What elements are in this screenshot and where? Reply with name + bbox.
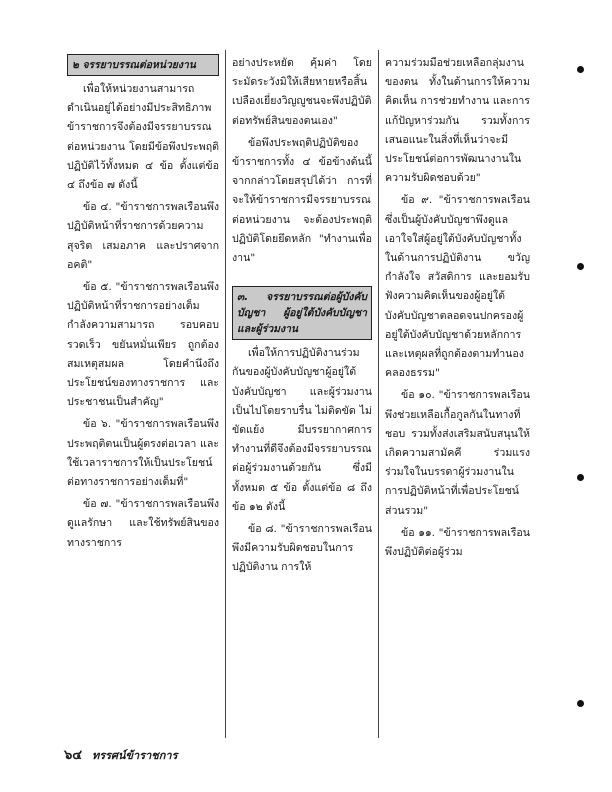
column-divider (225, 50, 226, 738)
binder-hole-icon (577, 474, 584, 481)
binder-hole-icon (577, 700, 584, 707)
section-heading-3: ๓. จรรยาบรรณต่อผู้บังคับบัญชา ผู้อยู่ใต้บังคับบัญชาและผู้ร่วมงาน (232, 286, 372, 340)
paragraph: ข้อ ๑๑. "ข้าราชการพลเรือนพึงปฏิบัติต่อผู้ร่วม (385, 526, 530, 559)
paragraph: ข้อ ๖. "ข้าราชการพลเรือนพึงประพฤติตนเป็นผู้ตรงต่อเวลา และใช้เวลาราชการให้เป็นประโยชน์ต่อทางราชการอย่างเต็มที่" (67, 418, 219, 489)
page-footer (64, 744, 178, 765)
binder-hole-icon (577, 263, 584, 270)
paragraph: ข้อ ๔. "ข้าราชการพลเรือนพึงปฏิบัติหน้าที่ราชการด้วยความสุจริต เสมอภาค และปราศจากอคติ" (67, 201, 219, 271)
paragraph: ข้อ ๕. "ข้าราชการพลเรือนพึงปฏิบัติหน้าที่ราชการอย่างเต็มกำลังความสามารถ รอบคอบ รวดเร็ว ขยันหมั่นเพียร ถูกต้อง สมเหตุสมผล โดยคำนึงถึงประโยชน์ของทางราชการ และประชาชนเป็นสำคัญ" (67, 281, 219, 409)
paragraph: ข้อ ๗. "ข้าราชการพลเรือนพึงดูแลรักษา และใช้ทรัพย์สินของทางราชการ (67, 498, 219, 549)
paragraph: อย่างประหยัด คุ้มค่า โดยระมัดระวังมิให้เสียหายหรือสิ้นเปลืองเยี่ยงวิญญูชนจะพึงปฏิบัติต่อทรัพย์สินของตนเอง" (232, 57, 372, 127)
paragraph: เพื่อให้การปฏิบัติงานร่วมกันของผู้บังคับบัญชาผู้อยู่ใต้บังคับบัญชา และผู้ร่วมงาน เป็นไปโดยราบรื่น ไม่ติดขัด ไม่ขัดแย้ง มีบรรยากาศการทำงานที่ดีจึงต้องมีจรรยาบรรณต่อผู้ร่วมงานด้วยกัน ซึ่งมีทั้งหมด ๕ ข้อ ตั้งแต่ข้อ ๘ ถึงข้อ ๑๒ ดังนี้ (232, 347, 372, 513)
paragraph: ความร่วมมือช่วยเหลือกลุ่มงานของตน ทั้งในด้านการให้ความคิดเห็น การช่วยทำงาน และการแก้ปัญหาร่วมกัน รวมทั้งการเสนอแนะในสิ่งที่เห็นว่าจะมีประโยชน์ต่อการพัฒนางานในความรับผิดชอบด้วย" (385, 57, 530, 185)
column-1 (67, 54, 219, 556)
paragraph: เพื่อให้หน่วยงานสามารถดำเนินอยู่ได้อย่างมีประสิทธิภาพ ข้าราชการจึงต้องมีจรรยาบรรณต่อหน่วยงาน โดยมีข้อพึงประพฤติปฏิบัติไว้ทั้งหมด ๔ ข้อ ตั้งแต่ข้อ ๔ ถึงข้อ ๗ ดังนี้ (67, 83, 219, 192)
column-divider (378, 50, 379, 738)
paragraph: ข้อ ๘. "ข้าราชการพลเรือนพึงมีความรับผิดชอบในการปฏิบัติงาน การให้ (232, 523, 372, 574)
column-2 (232, 54, 372, 581)
column-3 (385, 54, 530, 565)
binder-hole-icon (577, 66, 584, 73)
section-heading-2: ๒ จรรยาบรรณต่อหน่วยงาน (67, 54, 219, 76)
page-number: ๖๔ (64, 748, 83, 763)
publication-name: ทรรศน์ข้าราชการ (91, 749, 178, 762)
paragraph: ข้อ ๑๐. "ข้าราชการพลเรือนพึงช่วยเหลือเกื้อกูลกันในทางที่ชอบ รวมทั้งส่งเสริมสนับสนุนให้เกิดความสามัคคี ร่วมแรง ร่วมใจในบรรดาผู้ร่วมงานในการปฏิบัติหน้าที่เพื่อประโยชน์ส่วนรวม" (385, 389, 530, 517)
paragraph: ข้อพึงประพฤติปฏิบัติของข้าราชการทั้ง ๔ ข้อข้างต้นนี้ จากกล่าวโดยสรุปได้ว่า การที่จะให้ข้าราชการมีจรรยาบรรณต่อหน่วยงาน จะต้องประพฤติปฏิบัติโดยยึดหลัก "ทำงานเพื่องาน" (232, 136, 372, 265)
paragraph: ข้อ ๙. "ข้าราชการพลเรือนซึ่งเป็นผู้บังคับบัญชาพึงดูแลเอาใจใส่ผู้อยู่ใต้บังคับบัญชาทั้งในด้านการปฏิบัติงาน ขวัญ กำลังใจ สวัสดิการ และยอมรับฟังความคิดเห็นของผู้อยู่ใต้บังคับบัญชาตลอดจนปกครองผู้อยู่ใต้บังคับบัญชาด้วยหลักการและเหตุผลที่ถูกต้องตามทำนองคลองธรรม" (385, 194, 530, 380)
